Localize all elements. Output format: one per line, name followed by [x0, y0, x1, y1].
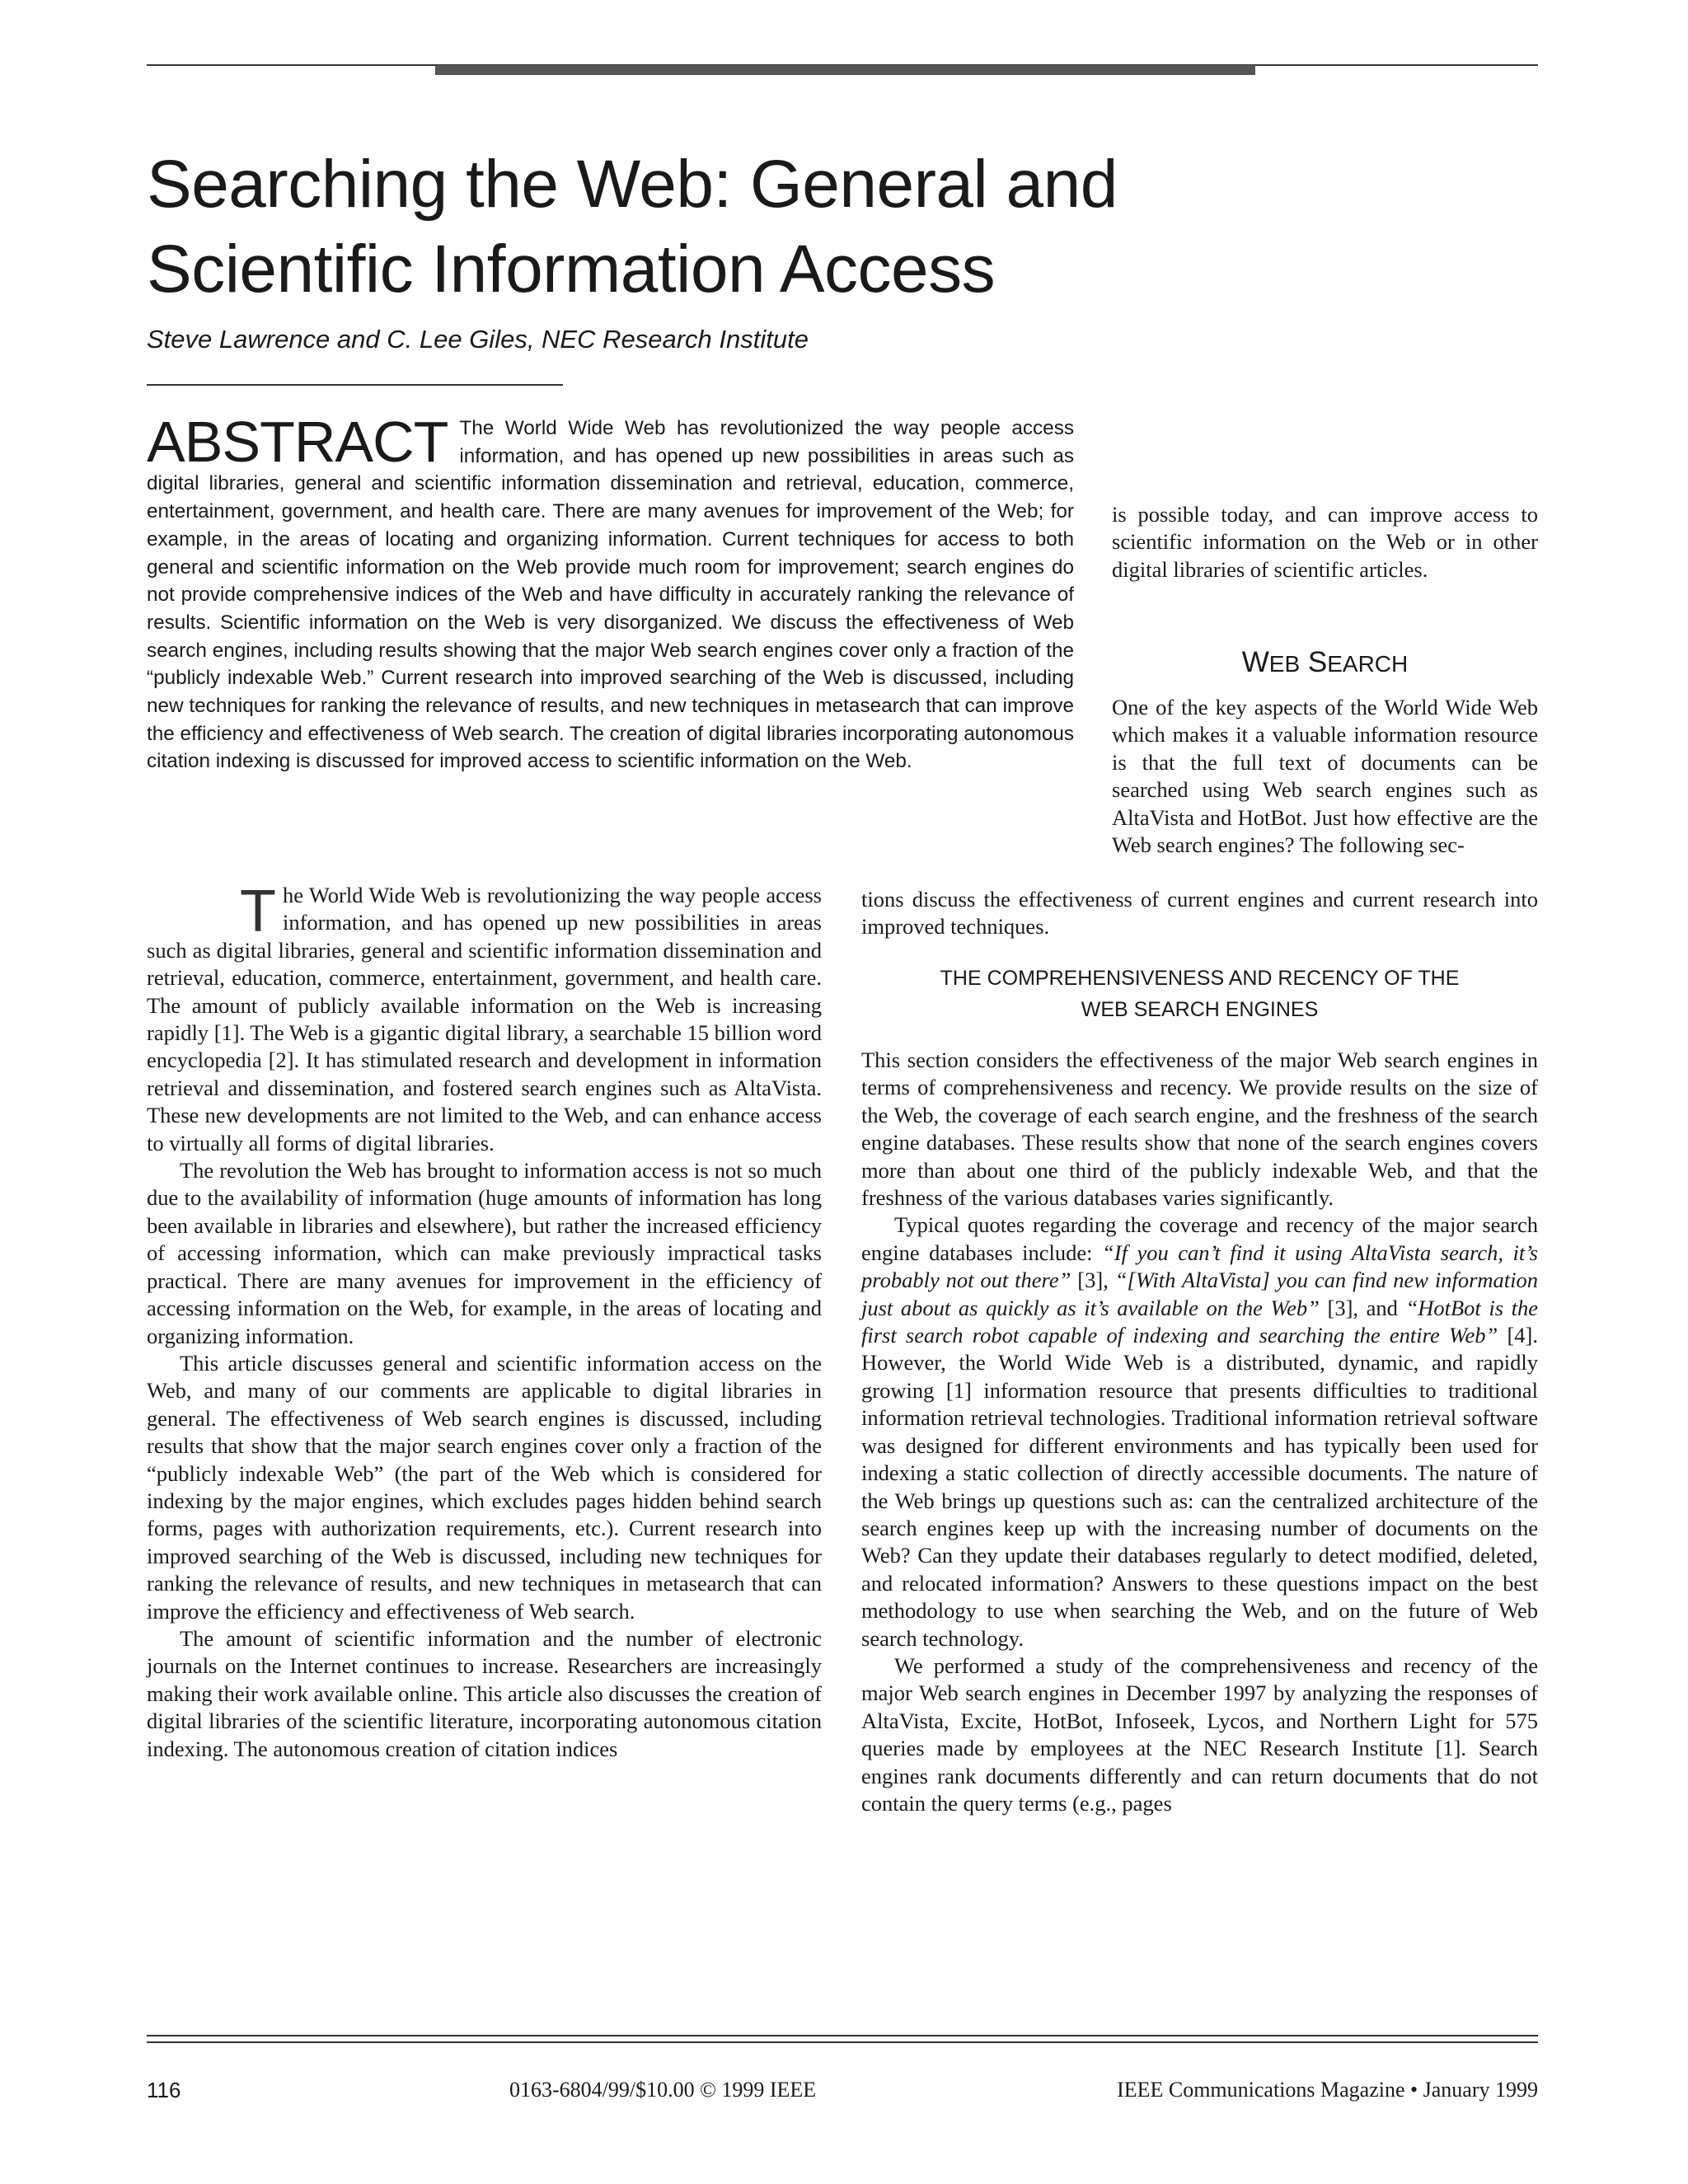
article-title [147, 142, 1383, 312]
continuation-paragraph: is possible today, and can improve access to scientific information on the Web or in other digital libraries of scientific articles. [1112, 502, 1538, 582]
subsection-line-2: WEB SEARCH ENGINES [1081, 998, 1319, 1021]
title-line-2: Scientific Information Access [147, 232, 996, 307]
abstract-text: The World Wide Web has revolutionized the way people access information, and has opened up new possibilities in areas such as digital libraries, general and scientific information dissemination and retrieval, education, commerce, entertainment, government, and health care. There are many avenues for improvement of the Web; for example, in the areas of locating and organizing information. Current techniques for access to both general and scientific information on the Web provide much room for improvement; search engines do not provide comprehensive indices of the Web and have difficulty in accurately ranking the relevance of results. Scientific information on the Web is very disorganized. We discuss the effectiveness of Web search engines, including results showing that the major Web search engines cover only a fraction of the “publicly indexable Web.” Current research into improved searching of the Web is discussed, including new techniques for ranking the relevance of results, and new techniques in metasearch that can improve the efficiency and effectiveness of Web search. The creation of digital libraries incorporating autonomous citation indexing is discussed for improved access to scientific information on the Web. [147, 417, 1074, 773]
ref-3a: [3], [1071, 1268, 1115, 1293]
heading-earch: EARCH [1327, 651, 1409, 677]
heading-w: W [1241, 646, 1269, 678]
abstract-label: ABSTRACT [147, 410, 448, 474]
study-paragraph: We performed a study of the comprehensiveness and recency of the major Web search engines in December 1997 by analyzing the responses of AltaVista, Excite, HotBot, Infoseek, Lycos, and Northern Light for 575 queries made by employees at the NEC Research Institute [1]. Search engines rank documents differently and can return documents that do not contain the query terms (e.g., pages [861, 1652, 1538, 1816]
section-paragraph: This section considers the effectiveness of the major Web search engines in terms of comprehensiveness and recency. We provide results on the size of the Web, the coverage of each search engine, and the freshness of the search engine databases. These results show that none of the search engines covers more than about one third of the publicly indexable Web, and that the freshness of the various databases varies significantly. [861, 1047, 1538, 1211]
article-overview-paragraph: This article discusses general and scientific information access on the Web, and many of our comments are applicable to digital libraries in general. The effectiveness of Web search engines is discussed, including results that show that the major search engines cover only a fraction of the “publicly indexable Web” (the part of the Web which is considered for indexing by the major engines, which excludes pages hidden behind search forms, pages with authorization requirements, etc.). Current research into improved searching of the Web is discussed, including new techniques for ranking the relevance of results, and new techniques in metasearch that can improve the efficiency and effectiveness of Web search. [147, 1350, 822, 1624]
drop-cap: T [240, 879, 276, 944]
web-search-intro-continued [861, 886, 1538, 941]
web-search-intro [1112, 694, 1538, 859]
title-line-1: Searching the Web: General and [147, 147, 1118, 222]
footer-rule-bottom [147, 2041, 1538, 2043]
section-heading-web-search [1112, 644, 1538, 682]
quotes-paragraph [861, 1212, 1538, 1652]
abstract [147, 410, 1074, 776]
web-search-paragraph: One of the key aspects of the World Wide Web which makes it a valuable information resource is that the full text of documents can be searched using Web search engines such as AltaVista and HotBot. Just how effective are the Web search engines? The following sec- [1112, 695, 1538, 858]
intro-paragraph [147, 879, 822, 1157]
quote-1: “If you can’t find it using AltaVista search, it’s probably not out there” [861, 1240, 1538, 1293]
web-search-paragraph-cont: tions discuss the effectiveness of current engines and current research into improved techniques. [861, 887, 1538, 940]
subsection-line-1: THE COMPREHENSIVENESS AND RECENCY OF THE [940, 967, 1460, 990]
scientific-info-paragraph: The amount of scientific information and the number of electronic journals on the Internet continues to increase. Researchers are increasingly making their work available online. This article also discusses the creation of digital libraries of the scientific literature, incorporating autonomous citation indexing. The autonomous creation of citation indices [147, 1625, 822, 1761]
issn-line: 0163-6804/99/$10.00 © 1999 IEEE [509, 2078, 817, 2102]
quote-3: “HotBot is the first search robot capable of indexing and searching the entire Web” [861, 1295, 1538, 1348]
intro-text: he World Wide Web is revolutionizing the way people access information, and has opened up new possibilities in areas such as digital libraries, general and scientific information dissemination and retrieval, education, commerce, entertainment, government, and health care. The amount of publicly available information on the Web is increasing rapidly [1]. The Web is a gigantic digital library, a searchable 15 billion word encyclopedia [2]. It has stimulated research and development in information retrieval and dissemination, and fostered search engines such as AltaVista. These new developments are not limited to the Web, and can enhance access to virtually all forms of digital libraries. [147, 883, 822, 1155]
heading-eb: EB [1268, 651, 1301, 677]
right-column-body [861, 1047, 1538, 1817]
quotes-rest: [4]. However, the World Wide Web is a distributed, dynamic, and rapidly growing [1] information resource that presents difficulties to traditional information retrieval technologies. Traditional information retrieval software was designed for different environments and has typically been used for indexing a static collection of directly accessible documents. The nature of the Web brings up questions such as: can the centralized architecture of the search engines keep up with the increasing number of documents on the Web? Can they update their databases regularly to detect modified, deleted, and relocated information? Answers to these questions impact on the best methodology to use when searching the Web, and on the future of Web search technology. [861, 1323, 1538, 1651]
author-rule [147, 384, 563, 386]
ref-3b: [3], and [1319, 1295, 1406, 1320]
header-accent-bar [435, 65, 1255, 75]
quote-2: “[With AltaVista] you can find new information just about as quickly as it’s available on the Web” [861, 1268, 1539, 1320]
revolution-paragraph: The revolution the Web has brought to information access is not so much due to the availability of information (huge amounts of information has long been available in libraries and elsewhere), but rather the increased efficiency of accessing information, which can make previously impractical tasks practical. There are many avenues for improvement in the efficiency of accessing information on the Web, for example, in the areas of locating and organizing information. [147, 1158, 822, 1348]
right-column-continuation [1112, 501, 1538, 583]
footer-rule-top [147, 2035, 1538, 2036]
quotes-intro: Typical quotes regarding the coverage and recency of the major search engine databases include: [861, 1212, 1538, 1265]
page-number: 116 [147, 2078, 181, 2102]
author-line: Steve Lawrence and C. Lee Giles, NEC Research Institute [147, 325, 809, 354]
heading-s: S [1307, 646, 1328, 678]
left-column-body [147, 879, 822, 1763]
journal-line: IEEE Communications Magazine • January 1999 [1117, 2078, 1538, 2102]
subsection-heading [861, 963, 1538, 1025]
